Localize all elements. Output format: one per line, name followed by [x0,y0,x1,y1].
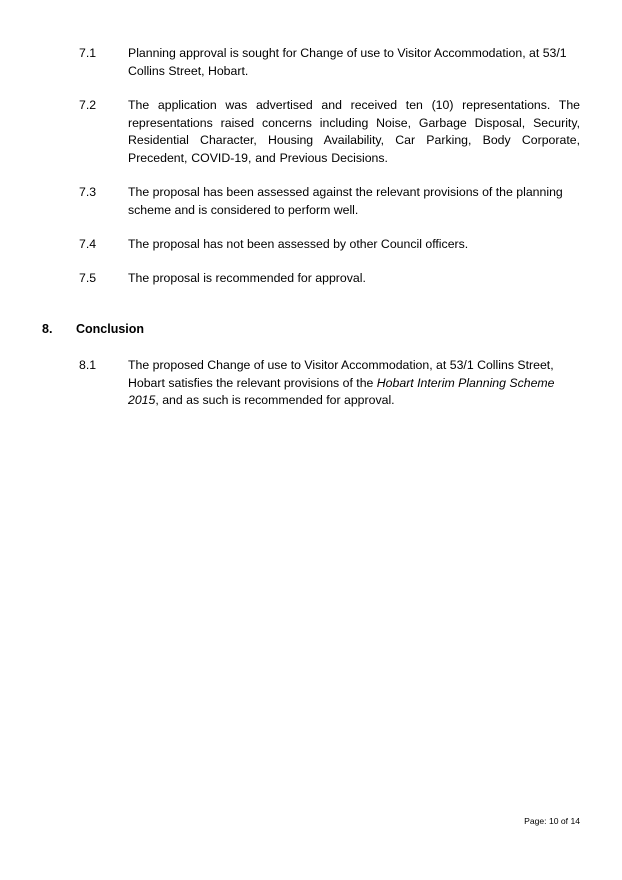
item-number: 7.5 [79,271,97,285]
item-text [128,357,580,410]
item-text: The application was advertised and received ten (10) representations. The representations raised concerns including Noise, Garbage Disposal, Security, Residential Character, Housing Availability, Car Parking, Body Corporate, Precedent, COVID-19, and Previous Decisions. [128,98,580,165]
section-number: 8. [42,322,53,336]
page-number: Page: 10 of 14 [524,816,580,826]
item-number: 8.1 [79,358,97,372]
item-text: The proposal is recommended for approval. [128,271,366,285]
item-number: 7.2 [79,98,97,112]
item-number: 7.3 [79,185,97,199]
item-text: The proposal has been assessed against the relevant provisions of the planning scheme and is considered to perform well. [128,185,563,217]
item-number: 7.1 [79,46,97,60]
scheme-title: Hobart Interim Planning Scheme 2015 [128,375,555,408]
section-title: Conclusion [76,322,145,336]
item-text-before: The proposed Change of use to Visitor Accommodation, at 53/1 Collins Street, Hobart satisfies the relevant provisions of the [128,358,554,390]
item-text: Planning approval is sought for Change of use to Visitor Accommodation, at 53/1 Collins Street, Hobart. [128,46,567,78]
item-text: The proposal has not been assessed by other Council officers. [128,237,469,251]
item-text-after: , and as such is recommended for approval. [155,393,395,408]
item-number: 7.4 [79,237,97,251]
